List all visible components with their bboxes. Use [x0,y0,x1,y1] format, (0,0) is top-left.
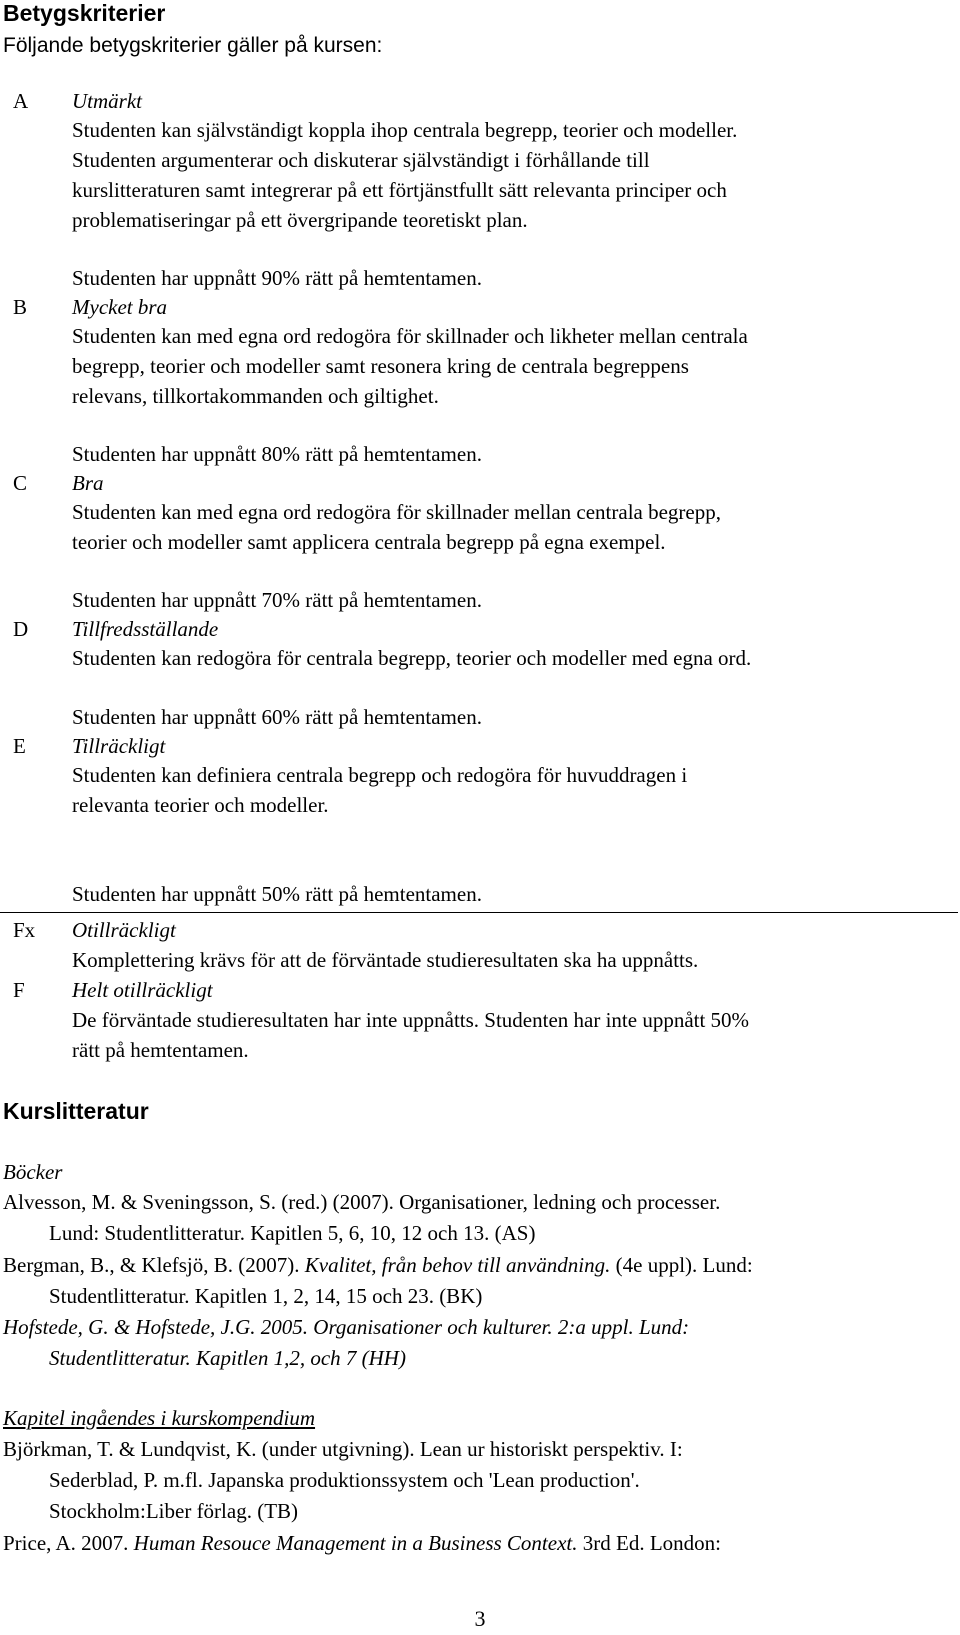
text-line: Studentlitteratur. Kapitlen 1,2, och 7 (HH) [49,1346,406,1370]
text-line: teorier och modeller samt applicera centrala begrepp på egna exempel. [72,530,666,554]
grade-letter-d: D [13,617,29,641]
grade-letter-a: A [13,89,29,113]
grade-threshold-c: Studenten har uppnått 70% rätt på hemtentamen. [72,588,482,612]
text-line: Studenten kan självständigt koppla ihop centrala begrepp, teorier och modeller. [72,118,738,142]
text-line: Stockholm:Liber förlag. (TB) [49,1499,299,1523]
book-title: Human Resouce Management in a Business Context. [133,1531,578,1555]
compendium-entry-bjorkman [3,1434,953,1527]
grade-letter-b: B [13,295,28,319]
grade-description-c [72,497,952,557]
grade-letter-f: F [13,978,25,1002]
text-line: Studenten argumenterar och diskuterar självständigt i förhållande till [72,148,650,172]
grade-title-d: Tillfredsställande [72,617,219,641]
grade-title-e: Tillräckligt [72,734,166,758]
text-line: relevanta teorier och modeller. [72,793,329,817]
text-line: Björkman, T. & Lundqvist, K. (under utgivning). Lean ur historiskt perspektiv. I: [3,1437,683,1461]
heading-kurslitteratur: Kurslitteratur [3,1098,149,1124]
text-line: begrepp, teorier och modeller samt resonera kring de centrala begreppens [72,354,689,378]
text-line: Lund: Studentlitteratur. Kapitlen 5, 6, 10, 12 och 13. (AS) [49,1221,536,1245]
text-line: Studenten kan definiera centrala begrepp och redogöra för huvuddragen i [72,763,688,787]
text-line: Komplettering krävs för att de förväntade studieresultaten ska ha uppnåtts. [72,948,699,972]
grade-letter-e: E [13,734,26,758]
text-line: Sederblad, P. m.fl. Japanska produktionssystem och 'Lean production'. [49,1468,640,1492]
books-label: Böcker [3,1160,63,1184]
grade-threshold-d: Studenten har uppnått 60% rätt på hemtentamen. [72,705,482,729]
grade-description-d [72,643,952,673]
book-entry-bergman [3,1250,953,1312]
grade-description-a [72,115,952,235]
text-line: relevans, tillkortakommanden och giltighet. [72,384,439,408]
book-title: Kvalitet, från behov till användning. [304,1253,611,1277]
text-line: 3rd Ed. London: [577,1531,721,1555]
text-line: rätt på hemtentamen. [72,1038,249,1062]
text-line: Studentlitteratur. Kapitlen 1, 2, 14, 15 och 23. (BK) [49,1284,483,1308]
heading-betygskriterier: Betygskriterier [3,0,166,26]
text-line: Bergman, B., & Klefsjö, B. (2007). [3,1253,305,1277]
grade-letter-c: C [13,471,28,495]
book-entry-alvesson [3,1187,953,1249]
grade-threshold-b: Studenten har uppnått 80% rätt på hemtentamen. [72,442,482,466]
compendium-entry-price [3,1528,953,1559]
text-line: De förväntade studieresultaten har inte uppnåtts. Studenten har inte uppnått 50% [72,1008,750,1032]
grade-description-b [72,321,952,411]
grade-title-a: Utmärkt [72,89,142,113]
text-line: Studenten kan med egna ord redogöra för skillnader och likheter mellan centrala [72,324,748,348]
grade-description-e [72,760,952,820]
grade-letter-fx: Fx [13,918,36,942]
grade-title-c: Bra [72,471,104,495]
grade-description-f [72,1005,952,1065]
page-number: 3 [474,1606,486,1631]
text-line: Price, A. 2007. [3,1531,134,1555]
grade-description-fx [72,945,952,975]
text-line: Studenten kan med egna ord redogöra för skillnader mellan centrala begrepp, [72,500,722,524]
grade-threshold-e: Studenten har uppnått 50% rätt på hemtentamen. [72,882,482,906]
book-entry-hofstede [3,1312,953,1374]
text-line: Studenten kan redogöra för centrala begrepp, teorier och modeller med egna ord. [72,646,752,670]
grade-title-fx: Otillräckligt [72,918,176,942]
text-line: problematiseringar på ett övergripande teoretiskt plan. [72,208,528,232]
text-line: (4e uppl). Lund: [610,1253,753,1277]
grade-title-f: Helt otillräckligt [72,978,213,1002]
text-line: kurslitteraturen samt integrerar på ett förtjänstfullt sätt relevanta principer och [72,178,727,202]
compendium-label: Kapitel ingåendes i kurskompendium [3,1406,316,1430]
horizontal-rule [0,912,958,913]
intro-text: Följande betygskriterier gäller på kursen: [3,34,383,57]
grade-threshold-a: Studenten har uppnått 90% rätt på hemtentamen. [72,266,482,290]
grade-title-b: Mycket bra [72,295,168,319]
text-line: Alvesson, M. & Sveningsson, S. (red.) (2007). Organisationer, ledning och processer. [3,1190,721,1214]
text-line: Hofstede, G. & Hofstede, J.G. 2005. Organisationer och kulturer. 2:a uppl. Lund: [3,1315,690,1339]
